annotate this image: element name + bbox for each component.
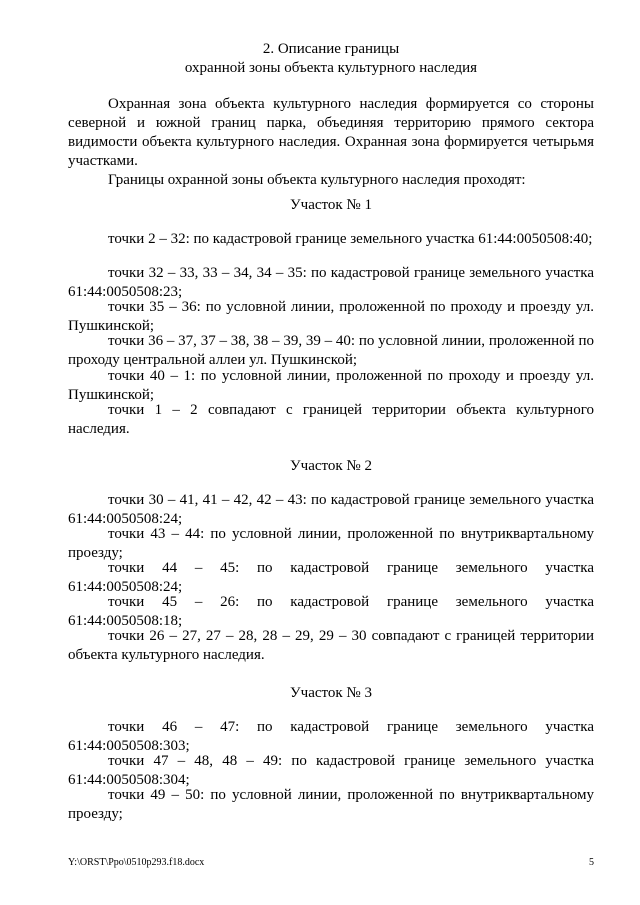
list-item: точки 36 – 37, 37 – 38, 38 – 39, 39 – 40: по условной линии, проложенной по проходу центральной аллеи ул. Пушкинской; — [68, 333, 594, 368]
section-title-3: Участок № 3 — [290, 685, 372, 701]
list-item: точки 47 – 48, 48 – 49: по кадастровой границе земельного участка 61:44:0050508:304; — [68, 753, 594, 788]
list-item: точки 26 – 27, 27 – 28, 28 – 29, 29 – 30 совпадают с границей территории объекта культурного наследия. — [68, 628, 594, 663]
section-title-1: Участок № 1 — [290, 197, 372, 213]
list-item: точки 45 – 26: по кадастровой границе земельного участка 61:44:0050508:18; — [68, 594, 594, 629]
list-item: точки 43 – 44: по условной линии, проложенной по внутриквартальному проезду; — [68, 526, 594, 561]
list-item: точки 46 – 47: по кадастровой границе земельного участка 61:44:0050508:303; — [68, 719, 594, 754]
list-item: точки 30 – 41, 41 – 42, 42 – 43: по кадастровой границе земельного участка 61:44:0050508:24; — [68, 492, 594, 527]
section-heading-number: 2. Описание границы — [262, 41, 400, 57]
list-item: точки 32 – 33, 33 – 34, 34 – 35: по кадастровой границе земельного участка 61:44:0050508:23; — [68, 265, 594, 300]
section-title-2: Участок № 2 — [290, 458, 372, 474]
list-item: точки 40 – 1: по условной линии, проложенной по проходу и проезду ул. Пушкинской; — [68, 368, 594, 403]
list-item: точки 1 – 2 совпадают с границей территории объекта культурного наследия. — [68, 402, 594, 437]
intro-boundaries-paragraph: Границы охранной зоны объекта культурного наследия проходят: — [108, 172, 526, 188]
list-item: точки 2 – 32: по кадастровой границе земельного участка 61:44:0050508:40; — [108, 231, 593, 247]
list-item: точки 35 – 36: по условной линии, проложенной по проходу и проезду ул. Пушкинской; — [68, 299, 594, 334]
section-heading-title: охранной зоны объекта культурного наследия — [184, 60, 478, 76]
page-number: 5 — [589, 857, 594, 868]
intro-paragraph: Охранная зона объекта культурного наследия формируется со стороны северной и южной границ парка, объединяя территорию прямого сектора видимости объекта культурного наследия. Охранная зона формируется четырьмя участками. — [68, 96, 594, 169]
list-item: точки 44 – 45: по кадастровой границе земельного участка 61:44:0050508:24; — [68, 560, 594, 595]
list-item: точки 49 – 50: по условной линии, проложенной по внутриквартальному проезду; — [68, 787, 594, 822]
footer-file-path: Y:\ORST\Ppo\0510p293.f18.docx — [68, 857, 205, 868]
